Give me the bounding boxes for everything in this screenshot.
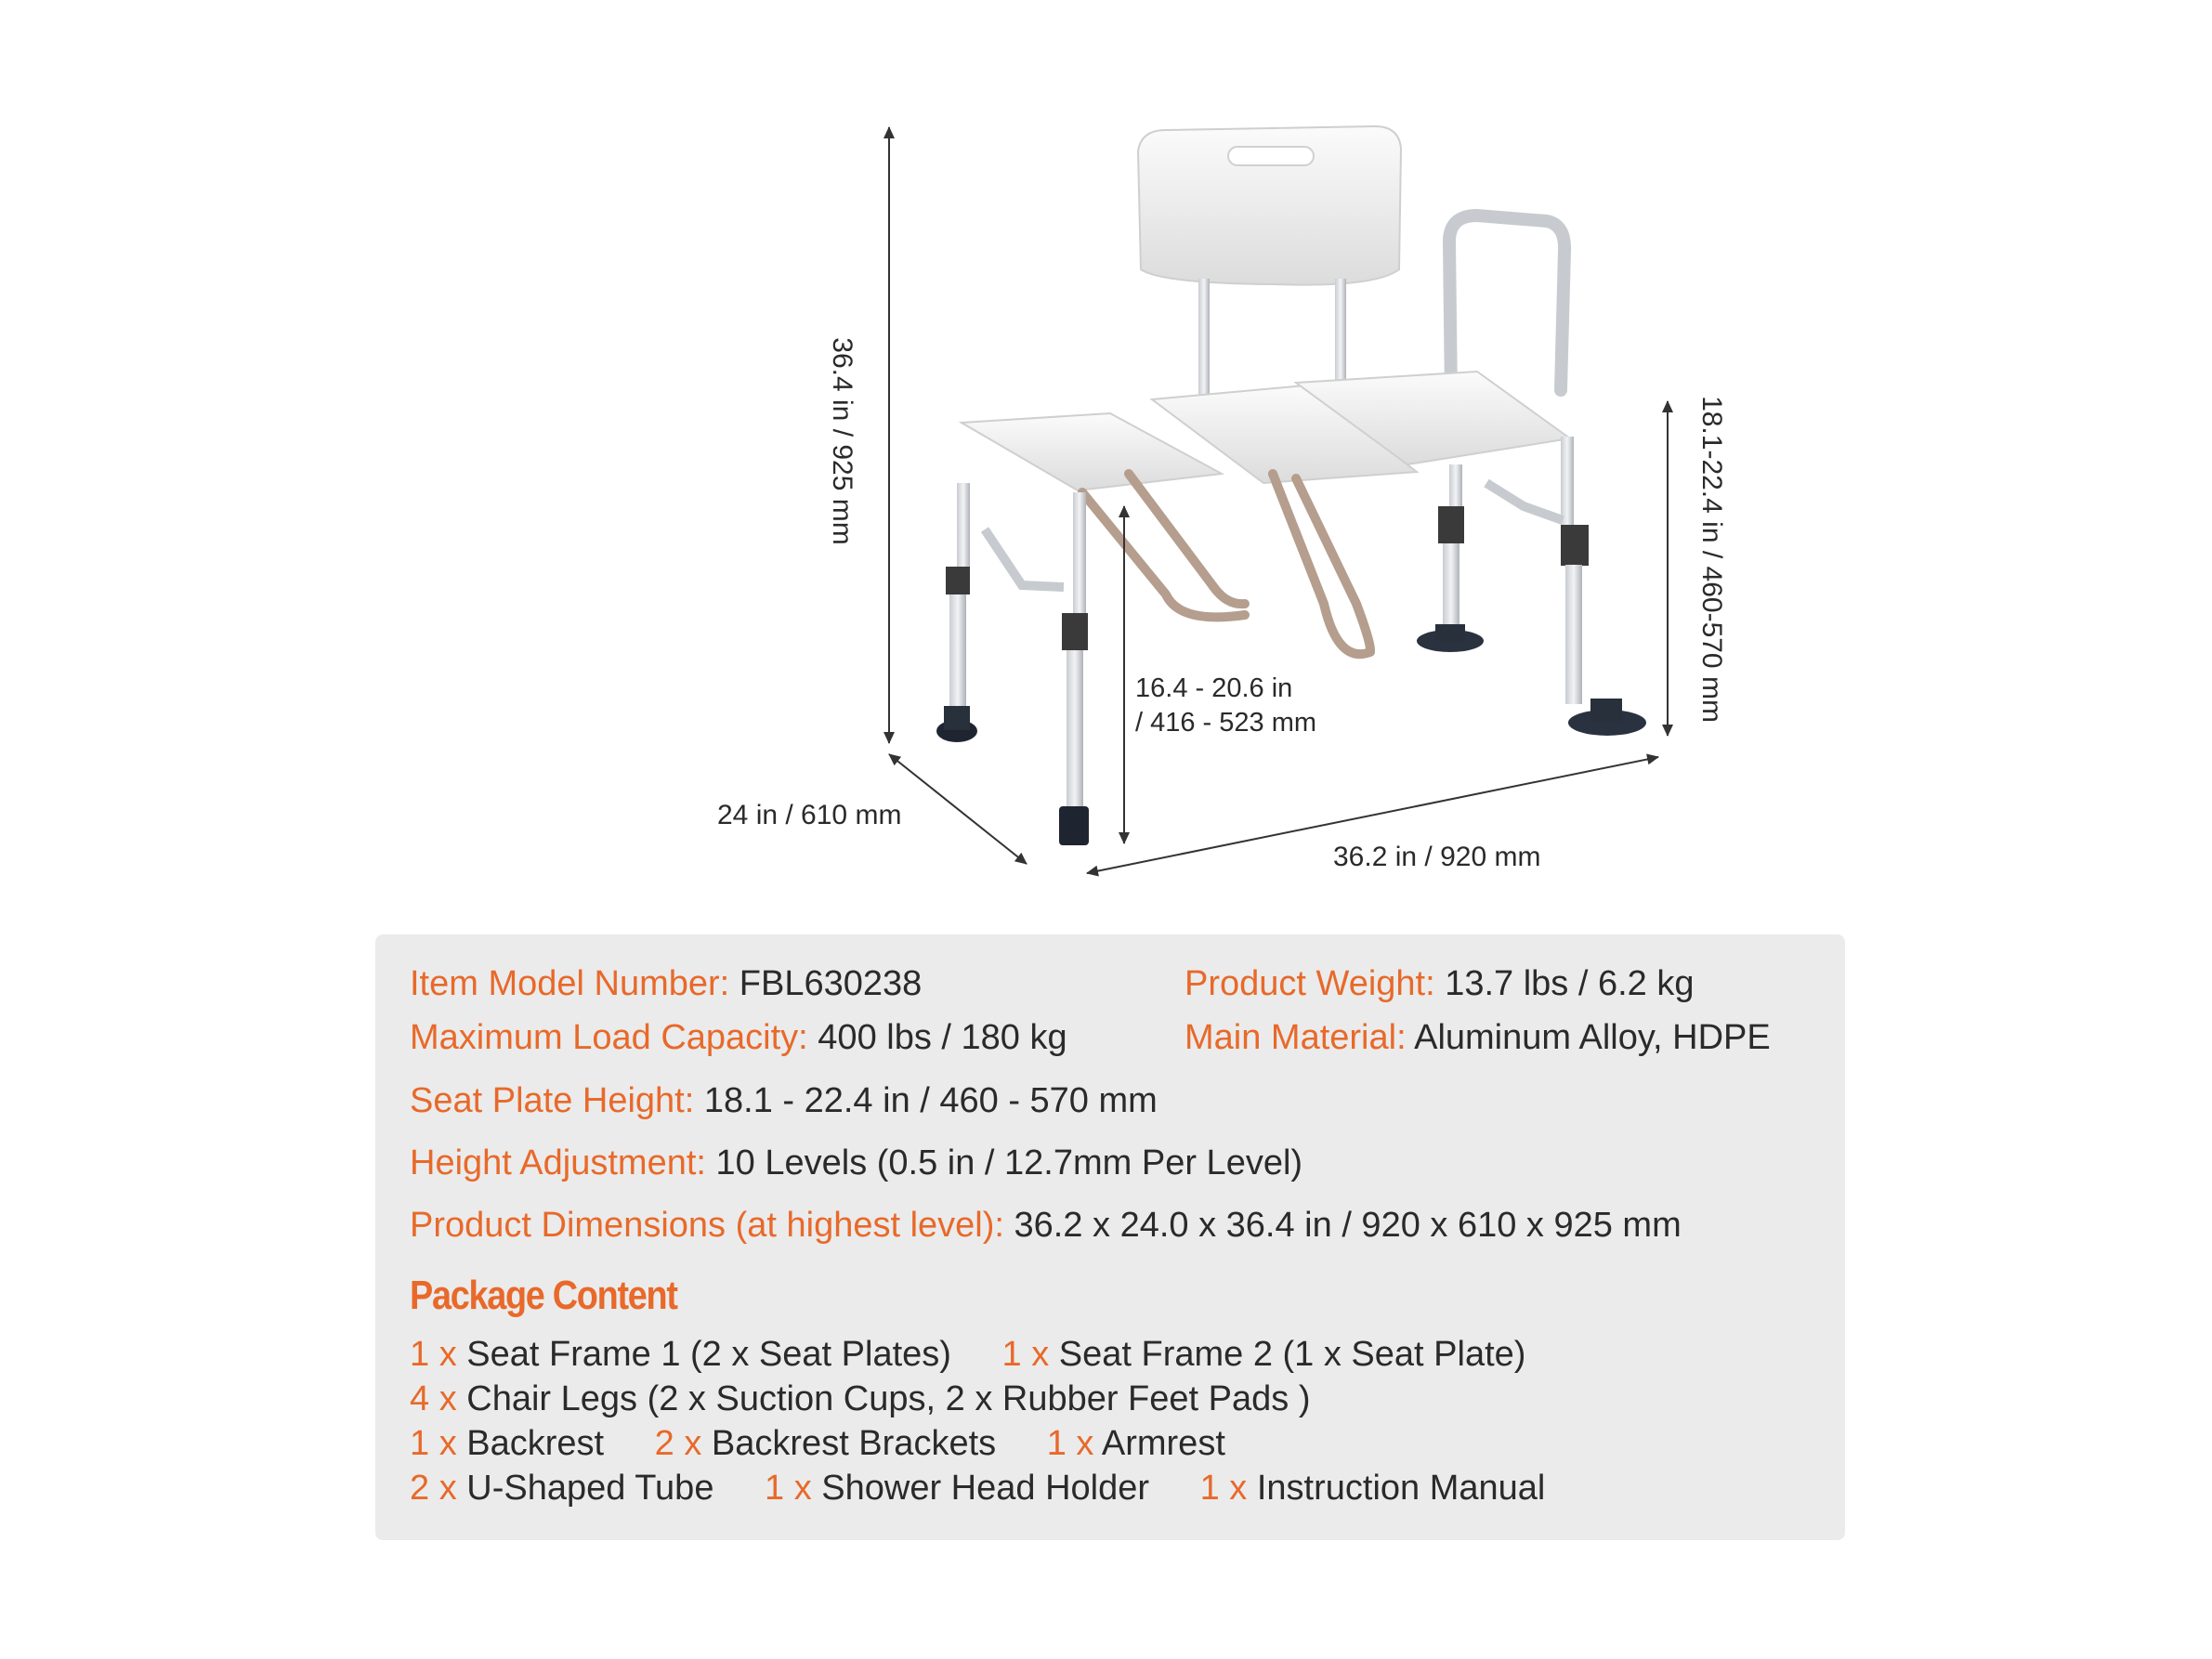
- package-item: 4 x Chair Legs (2 x Suction Cups, 2 x Rubber Feet Pads ): [410, 1379, 1311, 1418]
- height-adjustment-label: Height Adjustment:: [410, 1143, 706, 1182]
- seat-plate-height-row: [410, 1081, 1158, 1121]
- depth-dimension-line: [889, 754, 1027, 864]
- product-dimensions-row: [410, 1206, 1682, 1246]
- product-dimensions-label: Product Dimensions (at highest level):: [410, 1206, 1004, 1245]
- package-line: [410, 1379, 1351, 1419]
- load-capacity-label: Maximum Load Capacity:: [410, 1018, 808, 1057]
- seat-height-label-line1: 16.4 - 20.6 in: [1135, 673, 1293, 703]
- package-content-title: Package Content: [410, 1273, 677, 1318]
- package-item: 1 x Seat Frame 2 (1 x Seat Plate): [1001, 1335, 1526, 1374]
- product-weight-value: 13.7 lbs / 6.2 kg: [1445, 964, 1695, 1003]
- height-adjustment-value: 10 Levels (0.5 in / 12.7mm Per Level): [715, 1143, 1303, 1182]
- load-capacity-row: [410, 1018, 1067, 1058]
- height-adjustment-row: [410, 1143, 1302, 1183]
- package-item: 1 x Backrest: [410, 1424, 605, 1463]
- model-number-label: Item Model Number:: [410, 964, 730, 1003]
- seat-plate-height-spec-value: 18.1 - 22.4 in / 460 - 570 mm: [703, 1081, 1158, 1120]
- package-line: [410, 1335, 1566, 1375]
- product-dimensions-value: 36.2 x 24.0 x 36.4 in / 920 x 610 x 925 mm: [1014, 1206, 1682, 1245]
- main-material-value: Aluminum Alloy, HDPE: [1414, 1018, 1771, 1057]
- package-line: [410, 1469, 1586, 1509]
- total-height-label: 36.4 in / 925 mm: [827, 337, 857, 545]
- seat-height-label-line2: / 416 - 523 mm: [1135, 708, 1317, 738]
- seat-plate-height-spec-label: Seat Plate Height:: [410, 1081, 695, 1120]
- package-item: 1 x Seat Frame 1 (2 x Seat Plates): [410, 1335, 951, 1374]
- main-material-label: Main Material:: [1185, 1018, 1407, 1057]
- model-number-row: [410, 964, 922, 1004]
- depth-label: 24 in / 610 mm: [717, 800, 902, 830]
- package-item: 2 x Backrest Brackets: [654, 1424, 997, 1463]
- package-item: 2 x U-Shaped Tube: [410, 1469, 714, 1508]
- product-weight-label: Product Weight:: [1185, 964, 1435, 1003]
- width-label: 36.2 in / 920 mm: [1333, 842, 1541, 872]
- package-item: 1 x Shower Head Holder: [765, 1469, 1150, 1508]
- package-line: [410, 1424, 1266, 1464]
- package-item: 1 x Armrest: [1046, 1424, 1225, 1463]
- package-item: 1 x Instruction Manual: [1199, 1469, 1546, 1508]
- product-weight-row: [1185, 964, 1695, 1004]
- seat-plate-height-label: 18.1-22.4 in / 460-570 mm: [1696, 396, 1727, 723]
- load-capacity-value: 400 lbs / 180 kg: [818, 1018, 1067, 1057]
- model-number-value: FBL630238: [739, 964, 923, 1003]
- main-material-row: [1185, 1018, 1771, 1058]
